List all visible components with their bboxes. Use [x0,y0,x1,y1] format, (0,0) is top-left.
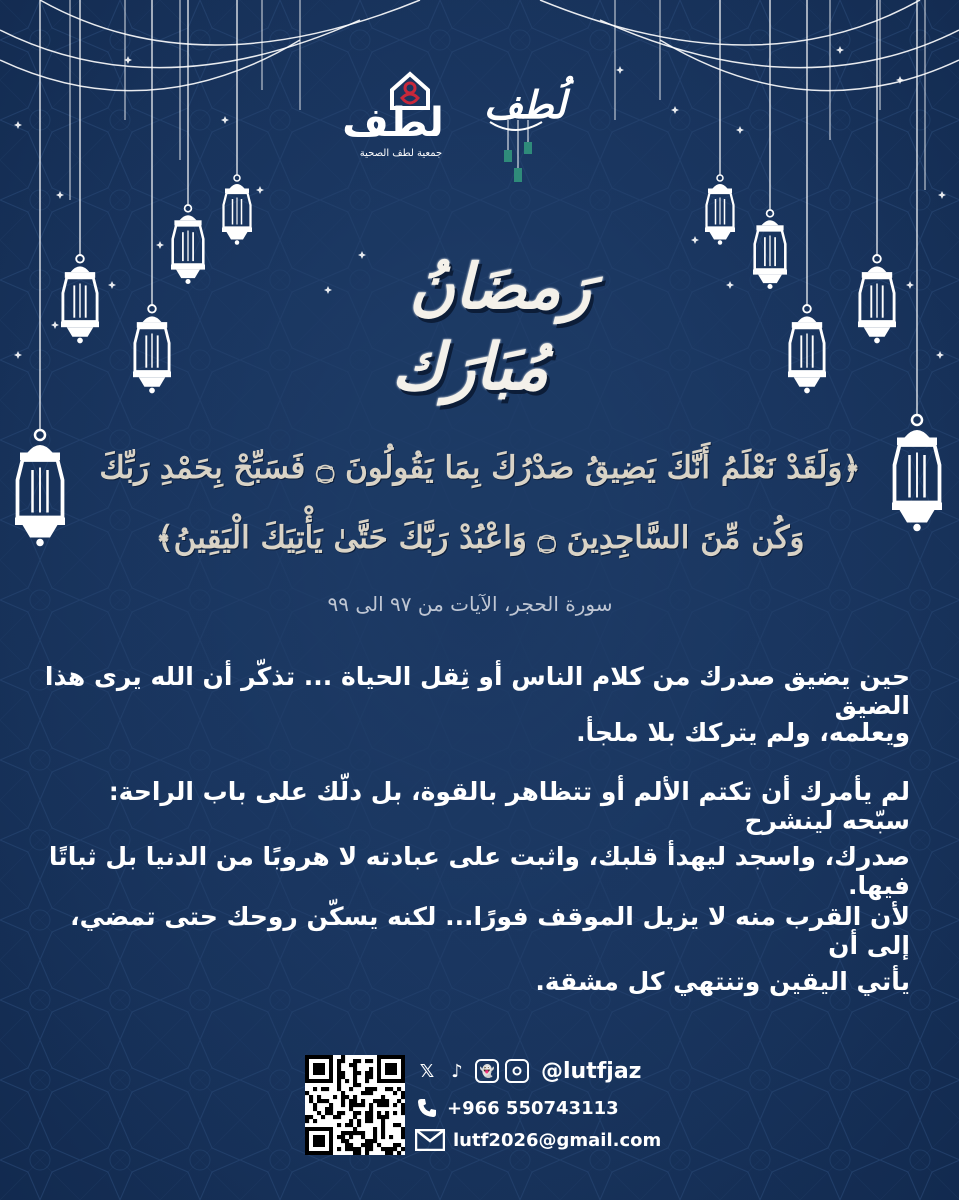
body-paragraph-line: لم يأمرك أن تكتم الألم أو تتظاهر بالقوة، بل دلّك على باب الراحة: سبّحه لينشرح [108,777,910,835]
phone-number[interactable]: +966 550743113 [447,1097,619,1119]
small-lanterns-icon [470,120,570,240]
quran-verse-line-2: وَكُن مِّنَ السَّاجِدِينَ ۝ وَاعْبُدْ رَبَّكَ حَتَّىٰ يَأْتِيَكَ الْيَقِينُ﴾ [155,520,805,556]
phone-icon [415,1096,439,1120]
body-paragraph-line: ويعلمه، ولم يتركك بلا ملجأ. [576,718,910,747]
title-line-mubarak: مُبَارَك [391,330,549,405]
body-paragraph-line: صدرك، واسجد ليهدأ قلبك، واثبت على عبادته لا هروبًا من الدنيا بل ثباتًا فيها. [48,842,910,900]
instagram-icon[interactable] [505,1059,529,1083]
org-tagline: جمعية لطف الصحية [359,148,443,159]
campaign-wordmark: لُطف [484,82,567,127]
email-address[interactable]: lutf2026@gmail.com [453,1129,662,1151]
org-name: لطف [342,100,444,146]
lutf-association-logo [338,70,464,159]
quran-verse-line-1: ﴿وَلَقَدْ نَعْلَمُ أَنَّكَ يَضِيقُ صَدْرُكَ بِمَا يَقُولُونَ ۝ فَسَبِّحْ بِحَمْدِ رَبِّكَ [99,450,861,486]
verse-source: سورة الحجر، الآيات من ٩٧ الى ٩٩ [327,592,613,616]
lutf-campaign-logo [470,80,570,140]
ramadan-mubarak-calligraphy [300,250,660,420]
social-handle[interactable]: @lutfjaz [541,1058,642,1084]
snapchat-icon[interactable]: 👻 [475,1059,499,1083]
body-paragraph-line: حين يضيق صدرك من كلام الناس أو ثِقل الحياة ... تذكّر أن الله يرى هذا الضيق [44,662,910,720]
phone-row [415,1096,619,1120]
tiktok-icon[interactable]: ♪ [451,1060,463,1082]
email-icon [415,1129,445,1151]
body-paragraph-line: يأتي اليقين وتنتهي كل مشقة. [535,967,910,996]
social-row [415,1057,641,1085]
title-line-ramadan: رَمضَانُ [409,250,591,323]
qr-code[interactable] [305,1055,405,1155]
body-paragraph-line: لأن القرب منه لا يزيل الموقف فورًا... لكنه يسكّن روحك حتى تمضي، إلى أن [70,902,910,960]
email-row [415,1129,661,1151]
x-icon[interactable]: 𝕏 [419,1060,435,1082]
contact-footer [305,1055,685,1165]
